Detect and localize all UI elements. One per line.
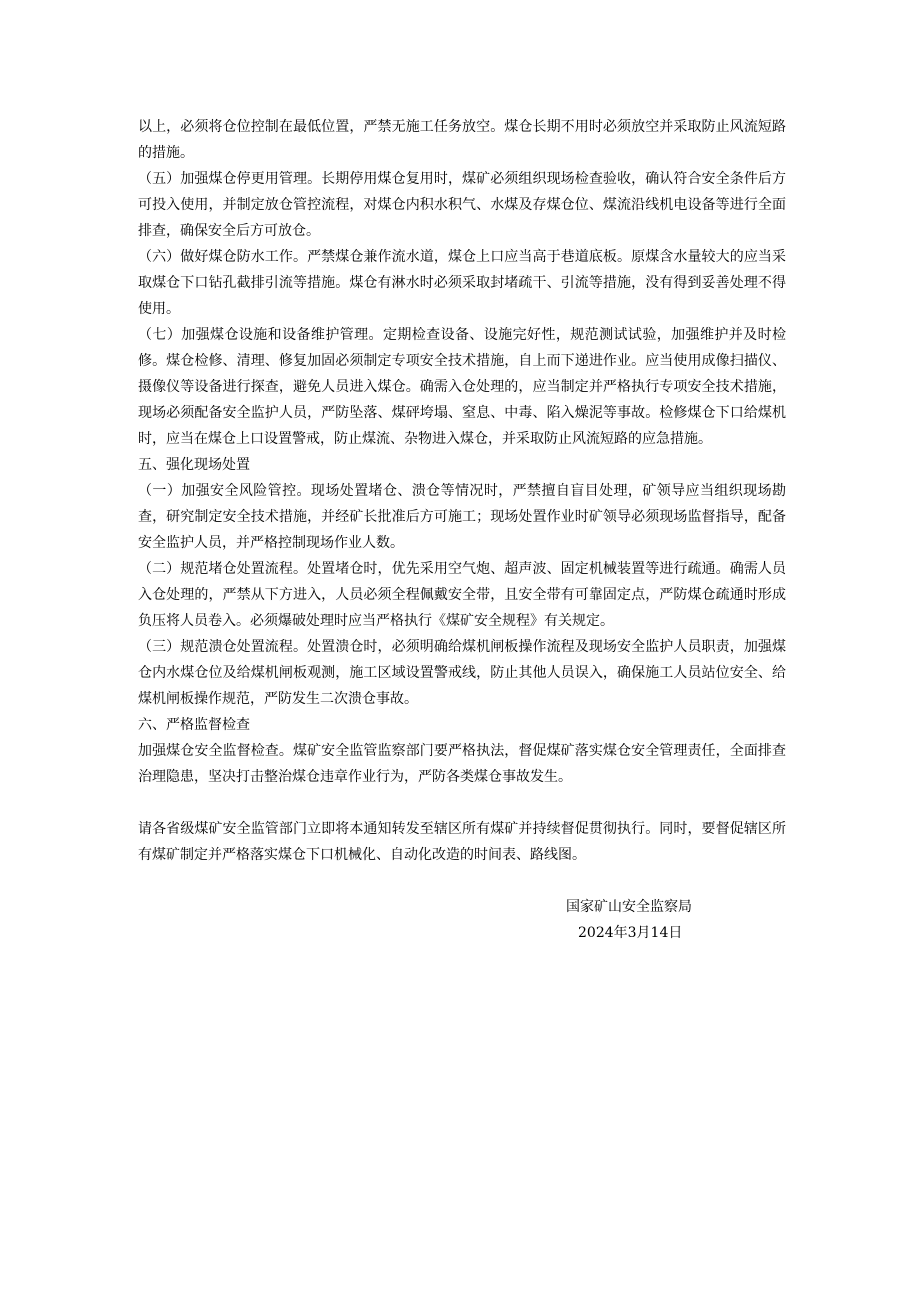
- paragraph-supervision: 加强煤仓安全监督检查。煤矿安全监管监察部门要严格执法，督促煤矿落实煤仓安全管理责任，全面排查治理隐患，坚决打击整治煤仓违章作业行为，严防各类煤仓事故发生。: [138, 743, 786, 785]
- paragraph-spacer: [138, 790, 786, 816]
- closing-paragraph: 请各省级煤矿安全监管部门立即将本通知转发至辖区所有煤矿并持续督促贯彻执行。同时，要督促辖区所有煤矿制定并严格落实煤仓下口机械化、自动化改造的时间表、路线图。: [138, 821, 786, 863]
- section-heading-6: 六、严格监督检查: [138, 717, 250, 733]
- paragraph-item-1: （一）加强安全风险管控。现场处置堵仓、溃仓等情况时，严禁擅自盲目处理，矿领导应当组织现场勘查，研究制定安全技术措施，并经矿长批准后方可施工；现场处置作业时矿领导必须现场监督指导，配备安全监护人员，并严格控制现场作业人数。: [138, 483, 786, 551]
- section-heading-5: 五、强化现场处置: [138, 457, 250, 473]
- paragraph-continuation: 以上，必须将仓位控制在最低位置，严禁无施工任务放空。煤仓长期不用时必须放空并采取防止风流短路的措施。: [138, 119, 786, 161]
- paragraph-spacer: [138, 868, 786, 894]
- paragraph-item-5: （五）加强煤仓停更用管理。长期停用煤仓复用时，煤矿必须组织现场检查验收，确认符合安全条件后方可投入使用，并制定放仓管控流程，对煤仓内积水积气、水煤及存煤仓位、煤流沿线机电设备等进行全面排查，确保安全后方可放仓。: [138, 171, 786, 239]
- issuer-signature: 国家矿山安全监察局: [566, 899, 692, 915]
- paragraph-item-2: （二）规范堵仓处置流程。处置堵仓时，优先采用空气炮、超声波、固定机械装置等进行疏通。确需人员入仓处理的，严禁从下方进入，人员必须全程佩戴安全带，且安全带有可靠固定点，严防煤仓疏通时形成负压将人员卷入。必须爆破处理时应当严格执行《煤矿安全规程》有关规定。: [138, 561, 786, 629]
- paragraph-item-3: （三）规范溃仓处置流程。处置溃仓时，必须明确给煤机闸板操作流程及现场安全监护人员职责，加强煤仓内水煤仓位及给煤机闸板观测，施工区域设置警戒线，防止其他人员误入，确保施工人员站位安全、给煤机闸板操作规范，严防发生二次溃仓事故。: [138, 639, 786, 707]
- issue-date: 2024年3月14日: [578, 925, 683, 941]
- document-body: [138, 114, 786, 946]
- paragraph-item-7: （七）加强煤仓设施和设备维护管理。定期检查设备、设施完好性，规范测试试验，加强维护并及时检修。煤仓检修、清理、修复加固必须制定专项安全技术措施，自上而下递进作业。应当使用成像扫描仪、摄像仪等设备进行探查，避免人员进入煤仓。确需入仓处理的，应当制定并严格执行专项安全技术措施，现场必须配备安全监护人员，严防坠落、煤砰垮塌、窒息、中毒、陷入燥泥等事故。检修煤仓下口给煤机时，应当在煤仓上口设置警戒，防止煤流、杂物进入煤仓，并采取防止风流短路的应急措施。: [138, 327, 786, 447]
- paragraph-item-6: （六）做好煤仓防水工作。严禁煤仓兼作流水道，煤仓上口应当高于巷道底板。原煤含水量较大的应当采取煤仓下口钻孔截排引流等措施。煤仓有淋水时必须采取封堵疏干、引流等措施，没有得到妥善处理不得使用。: [138, 249, 786, 317]
